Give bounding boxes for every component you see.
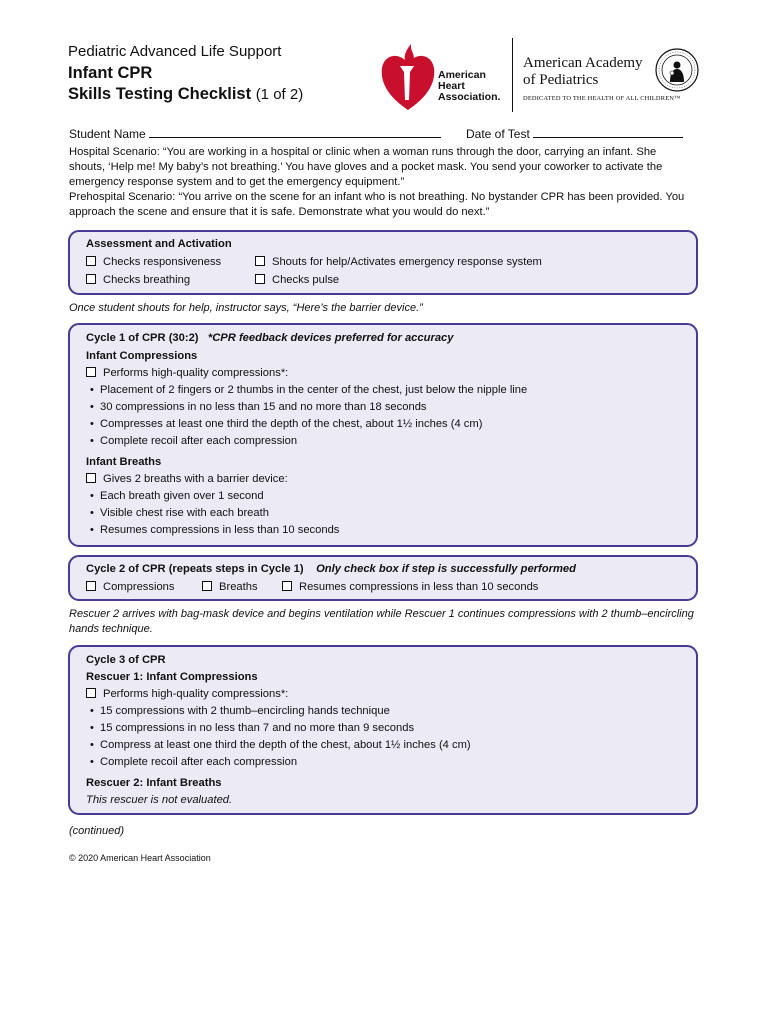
copyright: © 2020 American Heart Association [69, 853, 211, 863]
list-item: • Each breath given over 1 second [90, 490, 264, 502]
list-item: • Resumes compressions in less than 10 seconds [90, 524, 340, 536]
cycle-3-heading: Cycle 3 of CPR [86, 654, 166, 666]
aha-name-3: Association. [438, 91, 501, 103]
aha-name-1: American [438, 69, 486, 81]
cycle-2-box [68, 555, 698, 601]
checkbox[interactable] [255, 256, 265, 266]
instructor-note: Once student shouts for help, instructor says, “Here’s the barrier device.” [69, 302, 423, 314]
student-name-field [69, 126, 441, 141]
student-name-line [149, 126, 441, 138]
checkbox[interactable] [282, 581, 292, 591]
checkbox[interactable] [86, 473, 96, 483]
list-item: • Compresses at least one third the depth of the chest, about 1½ inches (4 cm) [90, 418, 483, 430]
check-breaths: Breaths [202, 581, 258, 593]
rescuer-2-note: This rescuer is not evaluated. [86, 794, 233, 806]
cycle-3-box [68, 645, 698, 815]
list-item: • 30 compressions in no less than 15 and no more than 18 seconds [90, 401, 427, 413]
infant-breaths-title: Infant Breaths [86, 456, 162, 468]
title-part: (1 of 2) [255, 86, 304, 103]
checkbox[interactable] [86, 688, 96, 698]
aap-name: American Academy of Pediatrics [523, 55, 643, 88]
r1-compressions-check: Performs high-quality compressions*: [86, 688, 288, 700]
rescuer-2-title: Rescuer 2: Infant Breaths [86, 777, 222, 789]
list-item: • Complete recoil after each compression [90, 756, 298, 768]
student-name-label: Student Name [69, 127, 146, 141]
rescuer-2-note: Rescuer 2 arrives with bag-mask device and begins ventilation while Rescuer 1 continues compressions with 2 thumb–encircling hands technique. [69, 608, 694, 635]
check-shouts-for-help: Shouts for help/Activates emergency response system [255, 256, 542, 268]
compressions-check: Performs high-quality compressions*: [86, 367, 288, 379]
aha-heart-torch-icon [378, 40, 438, 112]
checkbox[interactable] [86, 274, 96, 284]
date-of-test-label: Date of Test [466, 127, 530, 141]
list-item: • 15 compressions in no less than 7 and no more than 9 seconds [90, 722, 415, 734]
title-line-2: Skills Testing Checklist [68, 85, 252, 103]
page-title [68, 63, 303, 105]
checkbox[interactable] [86, 581, 96, 591]
date-of-test-line [533, 126, 683, 138]
check-resumes-compressions: Resumes compressions in less than 10 seconds [282, 581, 538, 593]
aha-logo [378, 40, 508, 112]
aap-tagline: DEDICATED TO THE HEALTH OF ALL CHILDREN™ [523, 95, 681, 102]
list-item: • Complete recoil after each compression [90, 435, 298, 447]
prehospital-scenario: Prehospital Scenario: “You arrive on the scene for an infant who is not breathing. No bystander CPR has been provided. You approach the scene and ensure that it is safe. Demonstrate what you would do next.” [69, 191, 685, 218]
list-item: • 15 compressions with 2 thumb–encircling hands technique [90, 705, 390, 717]
breaths-check: Gives 2 breaths with a barrier device: [86, 473, 288, 485]
check-responsiveness: Checks responsiveness [86, 256, 221, 268]
aap-seal-icon [655, 48, 699, 92]
infant-compressions-title: Infant Compressions [86, 350, 198, 362]
assessment-box [68, 230, 698, 295]
aha-name-2: Heart [438, 80, 465, 92]
program-name: Pediatric Advanced Life Support [68, 43, 282, 60]
list-item: • Placement of 2 fingers or 2 thumbs in the center of the chest, just below the nipple line [90, 384, 528, 396]
continued-label: (continued) [69, 825, 125, 837]
check-compressions: Compressions [86, 581, 175, 593]
list-item: • Compress at least one third the depth of the chest, about 1½ inches (4 cm) [90, 739, 471, 751]
hospital-scenario: Hospital Scenario: “You are working in a hospital or clinic when a woman runs through the door, carrying an infant. She shouts, ‘Help me! My baby’s not breathing.’ You have gloves and a pocket mask. You send your coworker to activate the emergency response system and to get the emergency equipment.” [69, 146, 663, 188]
cycle-1-heading: Cycle 1 of CPR (30:2) *CPR feedback devices preferred for accuracy [86, 332, 454, 344]
logo-divider [512, 38, 513, 112]
check-pulse: Checks pulse [255, 274, 339, 286]
title-line-1: Infant CPR [68, 64, 153, 82]
cycle-2-heading: Cycle 2 of CPR (repeats steps in Cycle 1) Only check box if step is successfully performed [86, 563, 576, 575]
list-item: • Visible chest rise with each breath [90, 507, 269, 519]
rescuer-1-title: Rescuer 1: Infant Compressions [86, 671, 258, 683]
checkbox[interactable] [255, 274, 265, 284]
assessment-title: Assessment and Activation [86, 238, 232, 250]
checkbox[interactable] [202, 581, 212, 591]
date-of-test-field [466, 126, 683, 141]
check-breathing: Checks breathing [86, 274, 190, 286]
checkbox[interactable] [86, 256, 96, 266]
cycle-1-box [68, 323, 698, 547]
checkbox[interactable] [86, 367, 96, 377]
